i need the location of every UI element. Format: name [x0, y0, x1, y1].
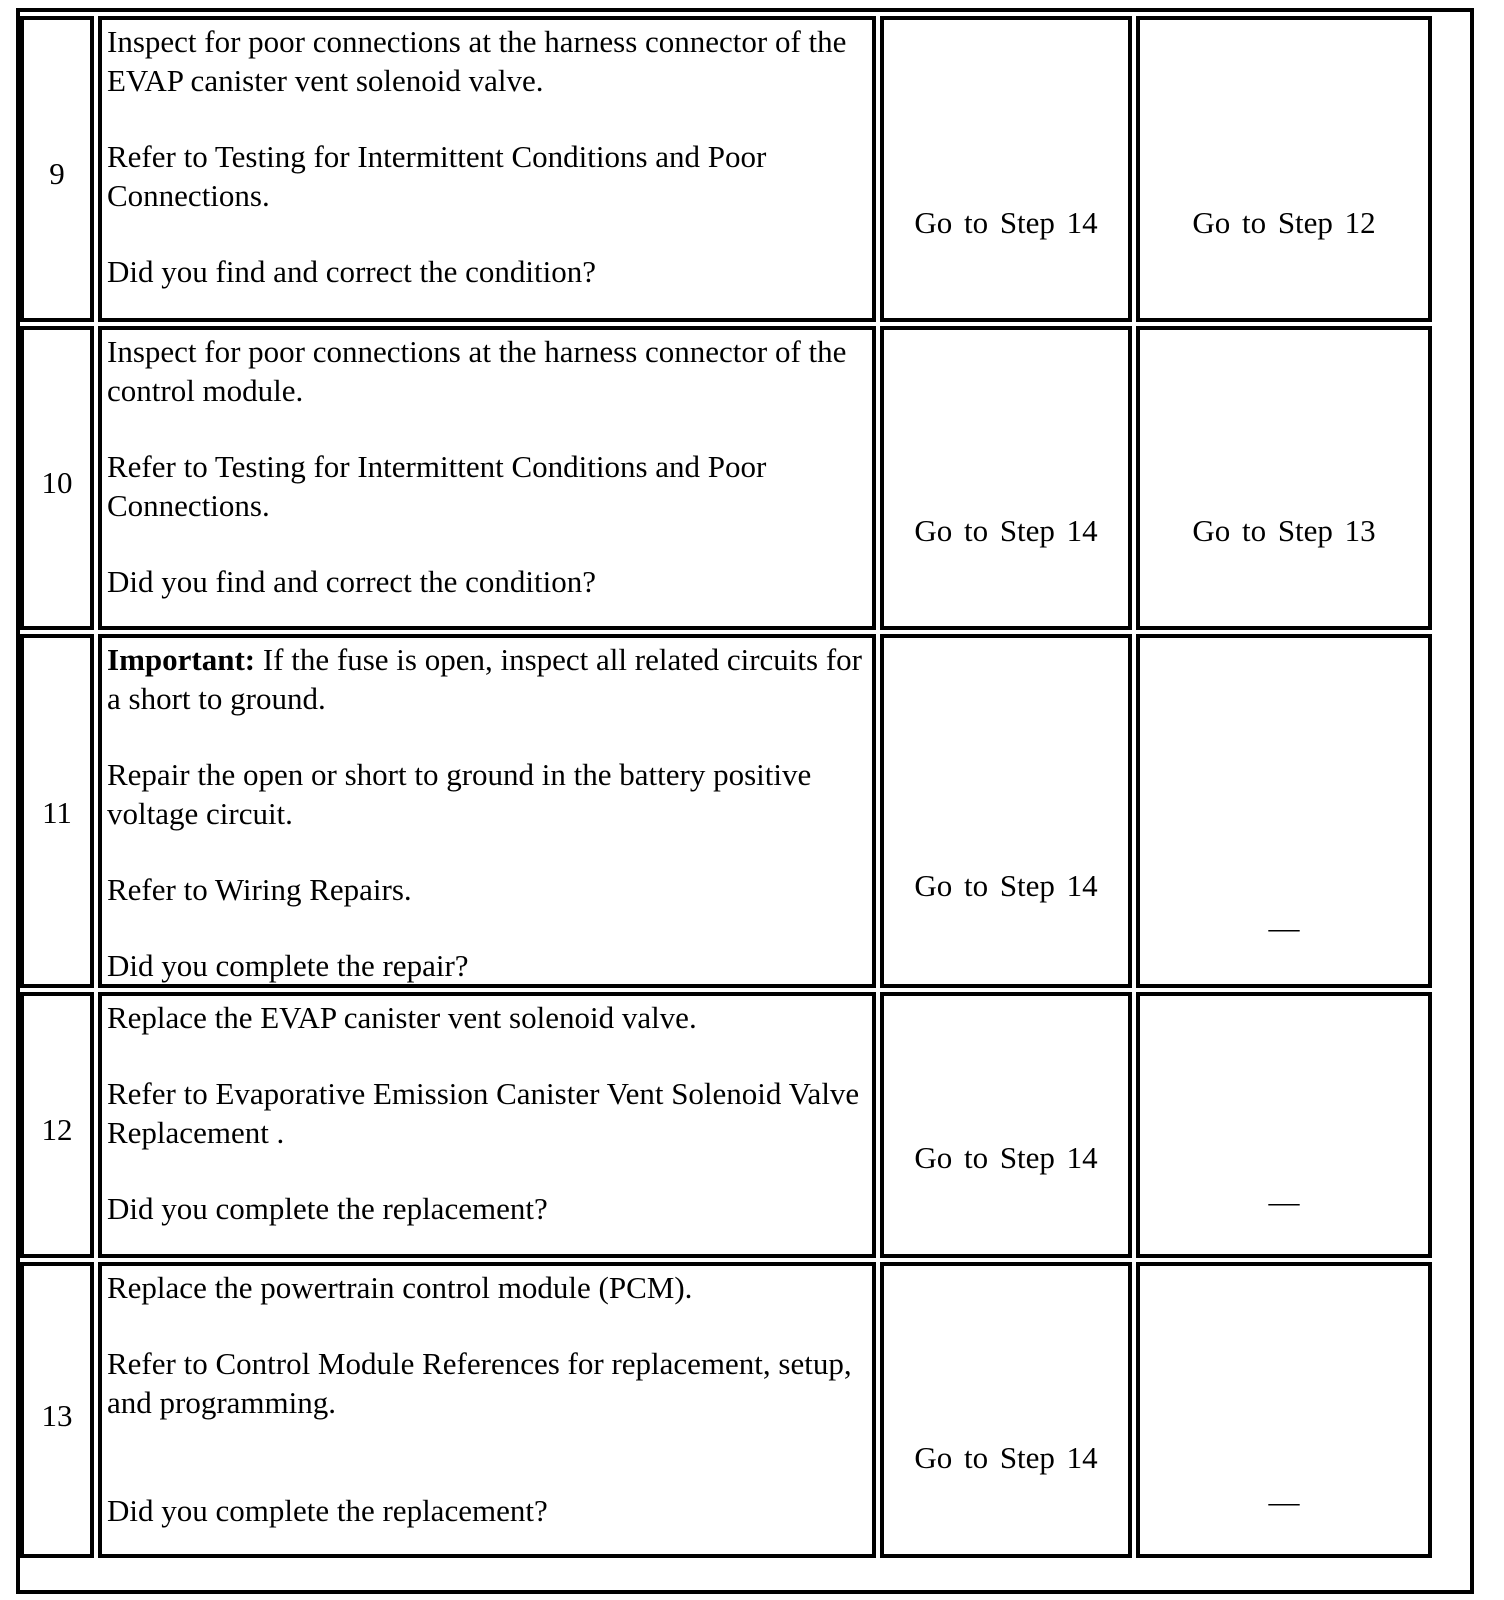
- yes-cell: [880, 16, 1132, 322]
- step-cell: [20, 16, 94, 322]
- action-cell: [98, 634, 876, 988]
- action-text: Refer to Evaporative Emission Canister Vent Solenoid Valve Replacement .: [107, 1076, 860, 1150]
- yes-goto-link[interactable]: Go to Step 14: [914, 205, 1098, 240]
- question-text: Did you complete the replacement?: [107, 1493, 548, 1528]
- no-goto-link[interactable]: Go to Step 13: [1192, 513, 1376, 548]
- question-text: Did you find and correct the condition?: [107, 254, 596, 289]
- action-cell: [98, 992, 876, 1258]
- action-text: Replace the powertrain control module (PCM).: [107, 1270, 693, 1305]
- action-text: Refer to Testing for Intermittent Conditions and Poor Connections.: [107, 449, 767, 523]
- step-cell: [20, 634, 94, 988]
- step-number: 12: [41, 1112, 73, 1147]
- yes-goto-link[interactable]: Go to Step 14: [914, 513, 1098, 548]
- no-cell: [1136, 992, 1432, 1258]
- action-cell: [98, 326, 876, 630]
- no-result-dash: —: [1268, 1484, 1300, 1519]
- question-text: Did you complete the replacement?: [107, 1191, 548, 1226]
- no-cell: [1136, 16, 1432, 322]
- question-text: Did you find and correct the condition?: [107, 564, 596, 599]
- step-number: 11: [42, 795, 72, 830]
- yes-goto-link[interactable]: Go to Step 14: [914, 868, 1098, 903]
- action-cell: [98, 1262, 876, 1558]
- yes-cell: [880, 992, 1132, 1258]
- no-cell: [1136, 326, 1432, 630]
- step-number: 13: [41, 1398, 73, 1433]
- step-cell: [20, 992, 94, 1258]
- step-cell: [20, 326, 94, 630]
- yes-goto-link[interactable]: Go to Step 14: [914, 1440, 1098, 1475]
- yes-goto-link[interactable]: Go to Step 14: [914, 1140, 1098, 1175]
- diagnostic-table: [16, 8, 1474, 1594]
- action-text: Inspect for poor connections at the harness connector of the EVAP canister vent solenoid valve.: [107, 24, 847, 98]
- action-text: Refer to Wiring Repairs.: [107, 872, 412, 907]
- yes-cell: [880, 326, 1132, 630]
- no-cell: [1136, 1262, 1432, 1558]
- yes-cell: [880, 1262, 1132, 1558]
- action-text: Replace the EVAP canister vent solenoid valve.: [107, 1000, 697, 1035]
- important-label: Important:: [107, 642, 256, 677]
- no-result-dash: —: [1268, 910, 1300, 945]
- no-cell: [1136, 634, 1432, 988]
- action-text: Refer to Testing for Intermittent Conditions and Poor Connections.: [107, 139, 767, 213]
- step-number: 9: [49, 156, 65, 191]
- yes-cell: [880, 634, 1132, 988]
- no-goto-link[interactable]: Go to Step 12: [1192, 205, 1376, 240]
- important-note: [107, 640, 872, 718]
- action-text: Refer to Control Module References for replacement, setup, and programming.: [107, 1346, 852, 1420]
- action-text: Inspect for poor connections at the harness connector of the control module.: [107, 334, 847, 408]
- step-cell: [20, 1262, 94, 1558]
- action-text: Repair the open or short to ground in the battery positive voltage circuit.: [107, 757, 812, 831]
- question-text: Did you complete the repair?: [107, 948, 469, 983]
- no-result-dash: —: [1268, 1184, 1300, 1219]
- step-number: 10: [41, 465, 73, 500]
- important-text: If the fuse is open, inspect all related circuits for a short to ground.: [107, 642, 862, 716]
- action-cell: [98, 16, 876, 322]
